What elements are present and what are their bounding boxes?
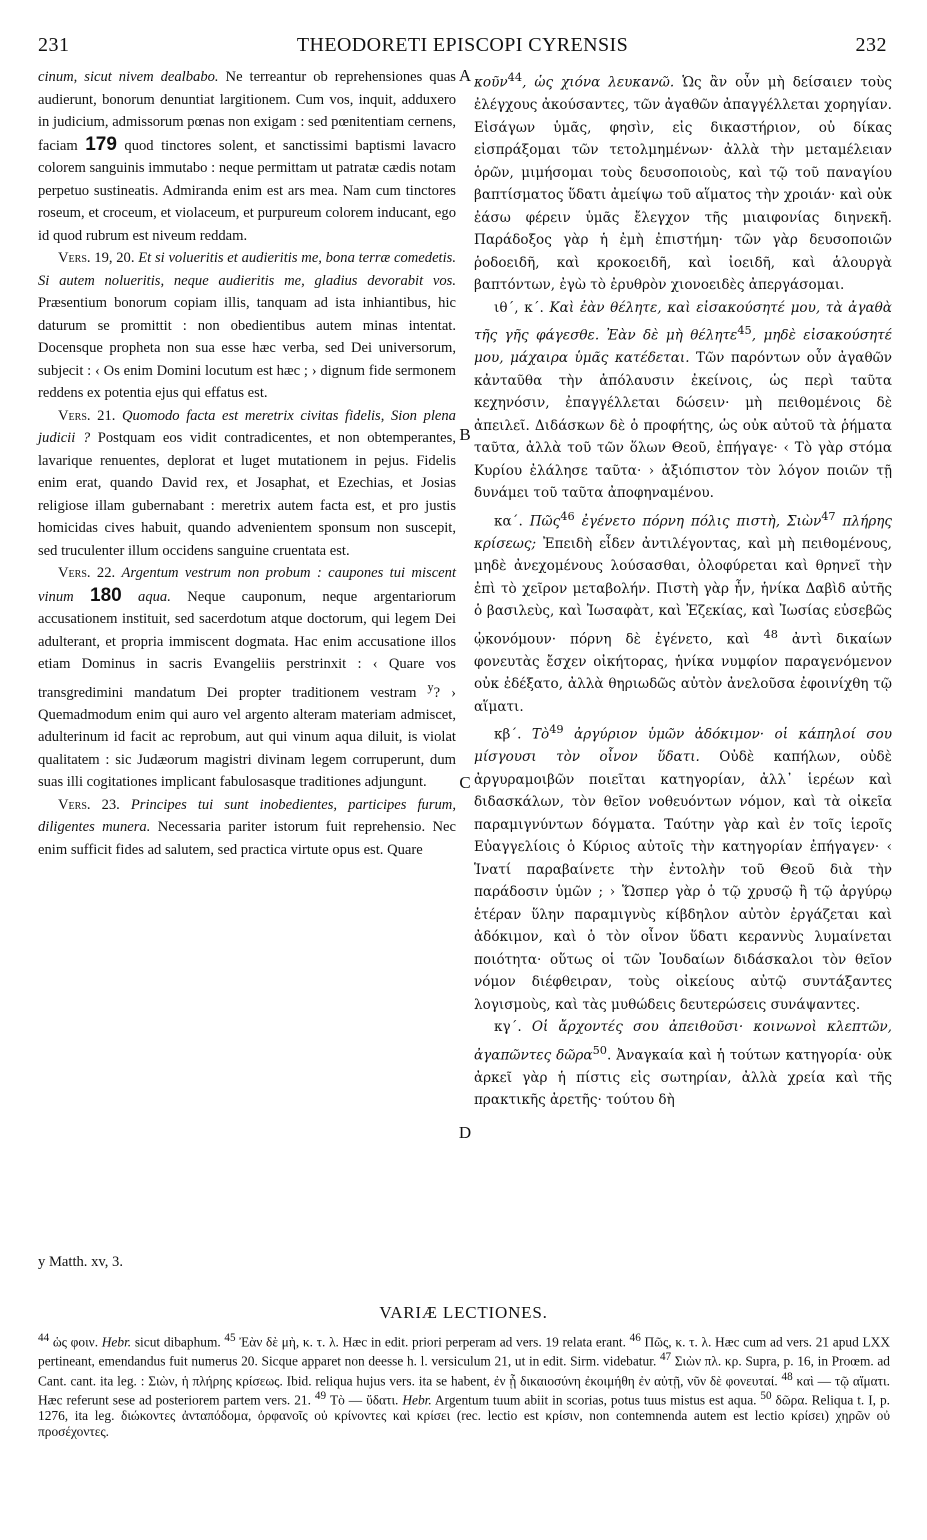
scripture-quote: ἀργύριον ὑμῶν ἀδόκιμον· οἱ κάπηλοί σου μίσγουσι τὸν οἶνον ὕδατι. xyxy=(474,726,892,766)
scripture-quote: Πῶς xyxy=(529,513,561,530)
verse-number: κβ΄. xyxy=(494,726,532,743)
note-number: 44 xyxy=(38,1332,50,1344)
commentary-text: Οὐδὲ καπήλων, οὐδὲ ἀργυραμοιβῶν ποιεῖται κατηγορίαν, ἀλλ᾽ ἱερέων καὶ διδασκάλων, τὸν θεῖον νοθευόντων νόμον, καὶ τὰ οἰκεῖα παραμιγνύντων δόγματα. Ταύτην γὰρ καὶ ἐν τοῖς ἱεροῖς Εὐαγγελίοις ὁ Κύριος αὐτοῖς τὴν κατηγορίαν ἐπήγαγεν· ‹ Ἱνατί παραβαίνετε τὴν ἐντολὴν τοῦ Θεοῦ διὰ τὴν παράδοσιν ὑμῶν ; › Ὥσπερ γὰρ ὁ τῷ χρυσῷ ἢ τῷ ἀργύρῳ ἑτέραν ὕλην παραμιγνὺς κίβδηλον αὐτὸν ἐργάζεται καὶ ἀδόκιμον, καὶ ὁ τὸν οἶνον ὕδατι κεραννὺς λυμαίνεται ποιότητα· οὕτως οἱ τῶν Ἰουδαίων διδάσκαλοι τὸν θεῖον νόμον διέφθειραν, τοὺς οἰκείους αὐτῷ συντάξαντες λογισμοὺς, καὶ τὰς μυθώδεις δευτερώσεις συνάψαντες. xyxy=(474,749,892,1013)
commentary-text: quod tinctores solent, et sanctissimi baptismi lavacro colorem sanguinis immutabo : neque permittam ut patratæ cædis notam perpetuo sustineatis. Admiranda enim est ars mea. Nam cum tinctores roseum, et croceum, et violaceum, et purpureum colorem inducant, ego id quod rubrum est niveum reddam. xyxy=(38,137,456,244)
verse-number: 19, 20. xyxy=(90,250,139,266)
note-text: Hebr. xyxy=(101,1334,132,1350)
note-text: sicut dibaphum. xyxy=(131,1334,225,1350)
commentary-text: ? › Quemadmodum enim qui auro vel argento alteram materiam admiscet, adulterinum id facit ac reprobum, aut qui vinum aqua diluit, is violat qualitatem : sic Judæorum magistri divinam legem corruperunt, dum suas illi cogitationes implicant fabulosasque traditiones adjungunt. xyxy=(38,684,456,791)
variae-lectiones-notes xyxy=(38,1331,890,1440)
footnote-marker: 47 xyxy=(821,508,836,523)
footnote-marker: 50 xyxy=(592,1042,608,1057)
verse-label: Vers. xyxy=(58,796,91,813)
note-text: ὡς φοιν. xyxy=(49,1334,102,1350)
latin-paragraph-2 xyxy=(38,247,456,405)
footnote-marker: 49 xyxy=(549,722,564,737)
margin-marker-c: C xyxy=(459,773,471,792)
column-number: 180 xyxy=(90,584,122,606)
margin-marker-a: A xyxy=(458,66,472,85)
scripture-footnote: y Matth. xv, 3. xyxy=(38,1254,123,1270)
latin-column xyxy=(38,66,456,861)
note-text: καὶ — τῷ αἵματι. Hæc referunt sese ad posteriorem partem vers. 21. xyxy=(38,1373,891,1408)
commentary-text: Ὡς ἂν οὖν μὴ δείσαιεν τοὺς ἐλέγχους ἀκούσαντες, τῶν ἀγαθῶν ἀπαγγέλλεται χορηγίαν. Εἰσάγων ὑμᾶς, φησὶν, εἰς δικαστήριον, οὐ δίκας εἰσπράξομαι τῶν τετολμημένων· ἀλλὰ τὴν μεταμέλειαν ὁρῶν, μιμήσομαι τοὺς δευσοποιοὺς, καὶ τῷ τοῦ παναγίου βαπτίσματος ὕδατι ἀμείψω τοῦ αἵματος τὴν χροιάν· καὶ οὐκ ἐάσω φέρειν ὑμᾶς ἔλεγχον τῆς μιαιφονίας διηνεκῆ. Παράδοξος γὰρ ἡ ἐμὴ ἐπιστήμη· τῶν γὰρ δευσοποιῶν ῥοδοειδῆ, καὶ κροκοειδῆ, καὶ ἰοειδῆ, καὶ ἁλουργὰ βαπτόντων, ἐγὼ τὸ ἐρυθρὸν χιονοειδὲς ἀπεργάσομαι. xyxy=(474,74,892,294)
scripture-quote: Principes tui sunt inobedientes, participes furum, diligentes munera. xyxy=(38,796,456,836)
note-number: 50 xyxy=(760,1389,772,1402)
footnote-marker: 48 xyxy=(763,626,778,641)
note-text: Argentum tuum abiit in scorias, potus tuus mistus est aqua. xyxy=(431,1392,761,1408)
commentary-text: Ne terreantur ob reprehensiones quas audierunt, bonorum denuntiat largitionem. Cum vos, inquit, adduxero in judicium, admissorum pœnas non exigam : sed pœnitentiam cernens, faciam xyxy=(38,69,456,154)
column-number: 179 xyxy=(85,133,117,155)
commentary-text: ἀντὶ δικαίων φονευτὰς ἔσχεν οἰκήτορας, ἡνίκα νυμφίον παραγενόμενον οὐκ ἐδέξατο, ἀλλὰ θηριωδῶς αὐτὸν ἀνελοῦσα ἐφοινίχθη τῷ αἵματι. xyxy=(474,631,892,715)
scripture-quote: κοῦν xyxy=(474,74,508,91)
commentary-text: Ἐπειδὴ εἶδεν ἀντιλέγοντας, καὶ μὴ πειθομένους, μηδὲ ἀνεχομένους λούσασθαι, ὀλοφύρεται καὶ θρηνεῖ τὴν ἐπὶ τὸ χεῖρον μεταβολήν. Πιστὴ γὰρ ἦν, ἡνίκα Δαβὶδ αὐτῆς ὁ βασιλεὺς, καὶ Ἰωσαφὰτ, καὶ Ἐζεκίας, καὶ Ἰωσίας εὐσεβῶς ᾠκονόμουν· πόρνη δὲ ἐγένετο, καὶ xyxy=(474,535,892,648)
note-number: 47 xyxy=(659,1351,672,1364)
latin-paragraph-4 xyxy=(38,562,456,794)
scripture-quote: , μηδὲ εἰσακούσητέ μου, μάχαιρα ὑμᾶς κατέδεται. xyxy=(474,327,892,367)
greek-paragraph-4 xyxy=(474,718,892,1016)
variae-lectiones-heading: VARIÆ LECTIONES. xyxy=(379,1303,548,1322)
commentary-text: . Ἀναγκαία καὶ ἡ τούτων κατηγορία· οὐκ ἀρκεῖ γὰρ ἡ πίστις εἰς σωτηρίαν, ἀλλὰ χρεία καὶ τῆς πρακτικῆς ἀρετῆς· τούτου δὴ xyxy=(474,1047,892,1109)
note-number: 49 xyxy=(314,1389,327,1402)
scripture-quote: Καὶ ἐὰν θέλητε, καὶ εἰσακούσητέ μου, τὰ ἀγαθὰ τῆς γῆς φάγεσθε. Ἐὰν δὲ μὴ θέλητε xyxy=(474,299,892,344)
margin-marker-d: D xyxy=(458,1123,472,1142)
commentary-text: Necessaria pariter istorum fuit reprehensio. Nec enim sufficit fides ad salutem, sed practica virtute opus est. Quare xyxy=(38,819,456,858)
scripture-quote: aqua. xyxy=(121,588,171,605)
scripture-quote: , ὡς χιόνα λευκανῶ. xyxy=(522,74,675,91)
verse-number: κγ΄. xyxy=(494,1019,532,1036)
verse-number: 22. xyxy=(90,565,122,581)
page-number-left: 231 xyxy=(38,34,70,56)
running-title: THEODORETI EPISCOPI CYRENSIS xyxy=(296,34,629,56)
scripture-quote: cinum, sicut nivem dealbabo. xyxy=(38,69,219,85)
verse-label: Vers. xyxy=(58,407,91,424)
verse-number: 21. xyxy=(90,407,123,424)
verse-number: 23. xyxy=(90,796,131,813)
verse-label: Vers. xyxy=(58,565,91,581)
verse-number: ιθ΄, κ΄. xyxy=(494,299,550,316)
page-header xyxy=(38,34,887,64)
scripture-quote: ἐγένετο πόρνη πόλις πιστὴ, Σιὼν xyxy=(574,513,822,530)
scripture-quote: Et si volueritis et audieritis me, bona terræ comedetis. Si autem nolueritis, neque audieritis me, gladius devorabit vos. xyxy=(38,250,456,289)
scripture-quote: Οἱ ἄρχοντές σου ἀπειθοῦσι· κοινωνοὶ κλεπτῶν, ἀγαπῶντες δῶρα xyxy=(474,1019,892,1064)
footnote-marker: 46 xyxy=(560,508,575,523)
note-number: 48 xyxy=(781,1370,793,1383)
note-text: Hebr. xyxy=(402,1392,432,1408)
commentary-text: Neque cauponum, neque argentariorum accusationem instituit, sed sacerdotum atque doctorum, qui legem Dei adulterant, et propria immiscent dogmata. Hac enim accusatione illos etiam Dominus in sacris Evangeliis perstrinxit : ‹ Quare vos transgredimini mandatum Dei propter traditionem vestram xyxy=(38,588,456,701)
note-text: δῶρα. Reliqua t. I, p. 1276, ita leg. διώκοντες ἀνταπόδομα, ὀρφανοῖς οὐ κρίνοντες καὶ κρίσει (rec. lectio est κρίσιν, non contemnenda autem est lectio κρίσει) χηρῶν οὐ προσέχοντες. xyxy=(38,1392,890,1439)
latin-paragraph-5 xyxy=(38,794,456,862)
footnote-marker: y xyxy=(427,679,434,694)
commentary-text: Τῶν παρόντων οὖν ἀγαθῶν κἀνταῦθα τὴν ἀπόλαυσιν ἐκείνοις, ὡς περὶ ταῦτα κεχηνόσιν, ἐπαγγέλλεται δώσειν· μὴ πειθομένοις δὲ ἀπειλεῖ. Διδάσκων δὲ ὁ προφήτης, ὡς οὐκ αὐτοῦ τὰ ῥήματα ταῦτα, ἀλλὰ τοῦ τῶν ὅλων Θεοῦ, ἐπήγαγε· ‹ Τὸ γὰρ στόμα Κυρίου ἐλάλησε ταῦτα· › ἀξιόπιστον τὸν λόγον ποιῶν τῇ δυνάμει τοῦ ταῦτα ἀποφηναμένου. xyxy=(474,350,892,502)
greek-paragraph-5 xyxy=(474,1016,892,1112)
note-text: Σιὼν πλ. κρ. Supra, p. 16, in Proœm. ad Cant. cant. ita leg. : Σιὼν, ἡ πλήρης κρίσεως. Ibid. reliqua hujus vers. ita se habent, ἐν ᾗ δικαιοσύνη ἐκοιμήθη ἐν αὐτῇ, νῦν δὲ φονευταί. xyxy=(38,1353,891,1388)
page-number-right: 232 xyxy=(855,34,887,56)
scripture-quote: Quomodo facta est meretrix civitas fidelis, Sion plena judicii ? xyxy=(38,407,456,446)
note-number: 46 xyxy=(629,1332,641,1344)
greek-paragraph-3 xyxy=(474,505,892,719)
commentary-text: Postquam eos vidit contradicentes, et non obtemperantes, lavarique renuentes, deplorat et luget mutationem in pejus. Fidelis enim erat, quando David rex, et Josaphat, et Ezechias, et Josias religiose illam gubernabant : meretrix autem facta est, et pro justis homicidas cives habuit, quando advenientem sponsum non suscepit, sed truculenter illum occidens sanguine cruentata est. xyxy=(38,430,456,559)
greek-paragraph-2 xyxy=(474,297,892,505)
note-number: 45 xyxy=(224,1332,236,1344)
scripture-quote: Argentum vestrum non probum : caupones tui miscent vinum xyxy=(38,565,456,605)
latin-paragraph-3 xyxy=(38,405,456,563)
commentary-text: Præsentium bonorum copiam illis, tanquam ad ista inhiantibus, hic daturum se promittit : non obedientibus autem minas intentat. Docensque propheta non sua esse hæc verba, sed Dei universorum, subjecit : ‹ Os enim Domini locutum est hæc ; › dignum fide sermonem reddens ex potentia ejus qui effatus est. xyxy=(38,295,456,401)
scripture-quote: Τὸ xyxy=(531,726,550,743)
latin-paragraph-1 xyxy=(38,66,456,247)
scripture-quote: πλήρης κρίσεως; xyxy=(474,513,892,552)
note-text: Πῶς, κ. τ. λ. Hæc cum ad vers. 21 apud LXX pertineant, emendandus fuit numerus 20. Sicque apparet non deesse h. l. versiculum 21, ut in edit. Sirm. videbatur. xyxy=(38,1334,891,1369)
footnote-marker: 44 xyxy=(507,70,523,84)
note-text: Τὸ — ὕδατι. xyxy=(326,1392,403,1408)
verse-label: Vers. xyxy=(58,250,91,266)
greek-column xyxy=(474,66,892,1112)
verse-number: κα΄. xyxy=(494,513,530,530)
greek-paragraph-1 xyxy=(474,66,892,297)
footnote-marker: 45 xyxy=(737,323,752,338)
note-text: Ἐὰν δὲ μὴ, κ. τ. λ. Hæc in edit. priori perperam ad vers. 19 relata erant. xyxy=(235,1334,630,1350)
margin-marker-b: B xyxy=(459,425,471,444)
